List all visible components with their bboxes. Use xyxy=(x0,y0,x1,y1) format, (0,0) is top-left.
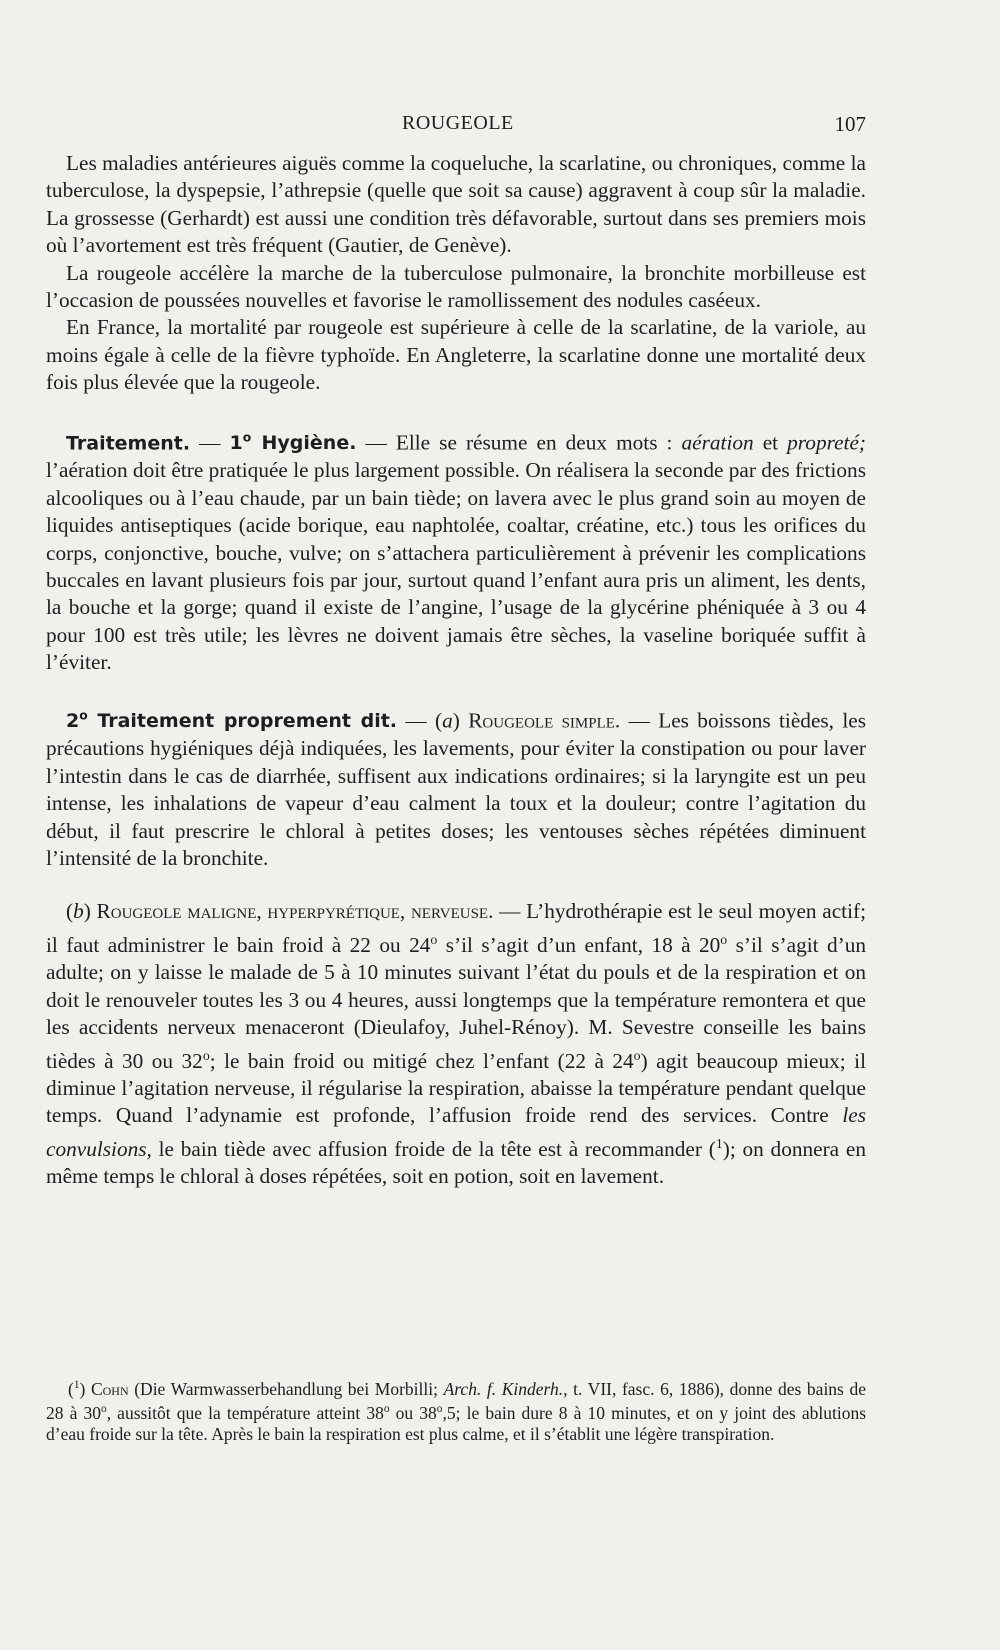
paragraph-complications: Les maladies antérieures aiguës comme la coqueluche, la scarlatine, ou chroniques, comme la tuberculose, la dyspepsie, l’athrepsie (quelle que soit sa cause) aggravent à coup sûr la maladie. La grossesse (Gerhardt) est aussi une condition très défavorable, surtout dans ses premiers mois où l’avortement est très fréquent (Gautier, de Genève). xyxy=(46,151,866,258)
text-run: — xyxy=(190,429,230,454)
footnote-author: Cohn xyxy=(85,1378,129,1399)
footnote-reference: 1 xyxy=(715,1135,723,1151)
subsection-heading-hygiene: Hygiène. xyxy=(251,431,357,454)
italic-proprete: propreté; xyxy=(787,429,867,454)
text-run: — ( xyxy=(397,707,443,732)
text-run: Traitement proprement dit. xyxy=(87,709,398,732)
text-run: s’il s’agit d’un adulte; on y laisse le malade de 5 à 10 minutes suivant l’état du pouls et de la respiration et on doit le renouveler toutes les 3 ou 4 heures, aussi longtemps que la température remontera et que les accidents nerveux menaceront (Dieulafoy, Juhel-Rénoy). M. Sevestre conseille les bains tièdes à 30 ou 32 xyxy=(46,932,867,1073)
degree-sup: o xyxy=(101,1403,107,1416)
paragraph-traitement-hygiene xyxy=(46,425,866,677)
paragraph-rougeole-maligne xyxy=(46,898,866,1190)
text-run: ,5; le bain dure 8 à 10 minutes, et on y joint des ablutions d’eau froide sur la tête. Après le bain la respiration est plus calme, et il s’établit une légère transpiration. xyxy=(46,1403,867,1444)
paragraph-mortalite: En France, la mortalité par rougeole est supérieure à celle de la scarlatine, de la variole, au moins égale à celle de la fièvre typhoïde. En Angleterre, la scarlatine donne une mortalité deux fois plus élevée que la rougeole. xyxy=(46,315,866,395)
text-run: t. VII, fasc. 6, 1886), donne des bains de 28 à 30 xyxy=(46,1378,866,1424)
footnote-1 xyxy=(46,1375,866,1444)
text-run: ); on donnera en même temps le chloral à doses répétées, soit en potion, soit en lavement. xyxy=(46,1136,866,1189)
text-run: — Elle se résume en deux mots : xyxy=(356,429,682,454)
italic-letter: b xyxy=(73,899,84,924)
text-run: ; le bain froid ou mitigé chez l’enfant (22 à 24 xyxy=(209,1048,634,1073)
body-text xyxy=(46,150,866,1191)
italic-convulsions: les convulsions, xyxy=(46,1103,866,1161)
degree-sup: o xyxy=(633,1047,641,1063)
page-header xyxy=(46,112,866,142)
degree-sup: o xyxy=(436,1403,443,1416)
subsection-heading-traitement-proprement-dit xyxy=(66,710,397,732)
text-run: et xyxy=(753,429,788,454)
degree-sup: o xyxy=(79,708,88,723)
text-run: ) xyxy=(79,1378,86,1399)
italic-letter: a xyxy=(442,707,453,732)
footnote-marker: 1 xyxy=(73,1379,80,1391)
text-run: (Die Warmwasserbehandlung bei Morbilli; xyxy=(128,1378,444,1399)
text-run: 1 xyxy=(229,431,243,454)
text-run: — L’hydrothérapie est le seul moyen actif; il faut administrer le bain froid à 22 ou 24 xyxy=(46,899,866,957)
text-run: — Les boissons tièdes, les précautions hygiéniques déjà indiquées, les lavements, pour éviter la constipation ou pour laver l’intestin dans le cas de diarrhée, suffisent aux indications ordinaires; si la laryngite est un peu intense, les inhalations de vapeur d’eau calment la toux et la douleur; contre l’agitation du début, il faut prescrire le chloral à petites doses; les ventouses sèches répétées diminuent l’intensité de la bronchite. xyxy=(46,707,866,870)
degree-sup: o xyxy=(430,931,438,947)
text-run: 2 xyxy=(66,709,80,732)
subsection-number xyxy=(229,432,356,454)
text-run: ( xyxy=(68,1378,74,1399)
text-run: s’il s’agit d’un enfant, 18 à 20 xyxy=(437,932,721,957)
label-rougeole-maligne: Rougeole maligne, hyperpyrétique, nerveuse. xyxy=(96,899,494,924)
degree-sup: o xyxy=(383,1403,390,1416)
section-heading-traitement: Traitement. xyxy=(66,431,191,454)
text-run: ou 38 xyxy=(389,1403,437,1424)
text-run: le bain tiède avec affusion froide de la tête est à recommander ( xyxy=(151,1136,716,1161)
paragraph-tuberculose: La rougeole accélère la marche de la tuberculose pulmonaire, la bronchite morbilleuse est l’occasion de poussées nouvelles et favorise le ramollissement des nodules caséeux. xyxy=(46,260,866,313)
footnotes xyxy=(46,1375,866,1444)
text-run: , aussitôt que la température atteint 38 xyxy=(106,1403,384,1424)
degree-sup: o xyxy=(202,1047,210,1063)
degree-sup: o xyxy=(242,430,252,445)
italic-aeration: aération xyxy=(681,429,754,454)
running-title: ROUGEOLE xyxy=(402,112,514,134)
paragraph-traitement-proprement-dit xyxy=(46,703,866,873)
text-run: ( xyxy=(66,899,74,924)
text-run: l’aération doit être pratiquée le plus largement possible. On réalisera la seconde par des frictions alcooliques ou à l’eau chaude, par un bain tiède; on lavera avec le plus grand soin au moyen de liquides antiseptiques (acide borique, eau naphtolée, coaltar, créatine, etc.) tous les orifices du corps, conjonctive, bouche, vulve; on s’attachera particulièrement à prévenir les complications buccales en lavant plusieurs fois par jour, surtout quand l’enfant aura pris un aliment, les dents, la bouche et la gorge; quand il existe de l’angine, l’usage de la glycérine phéniquée à 3 ou 4 pour 100 est très utile; les lèvres ne doivent jamais être sèches, la vaseline boriquée suffit à l’éviter. xyxy=(46,458,866,675)
text-run: ) xyxy=(83,899,97,924)
label-rougeole-simple: Rougeole simple. xyxy=(468,707,621,732)
degree-sup: o xyxy=(720,931,728,947)
italic-journal: Arch. f. Kinderh., xyxy=(443,1378,568,1399)
text-run: ) agit beaucoup mieux; il diminue l’agitation nerveuse, il régularise la respiration, abaisse la température pendant quelque temps. Quand l’adynamie est profonde, l’affusion froide rend des services. Contre xyxy=(46,1048,866,1128)
text-run: ) xyxy=(452,707,469,732)
page-number: 107 xyxy=(834,112,866,136)
